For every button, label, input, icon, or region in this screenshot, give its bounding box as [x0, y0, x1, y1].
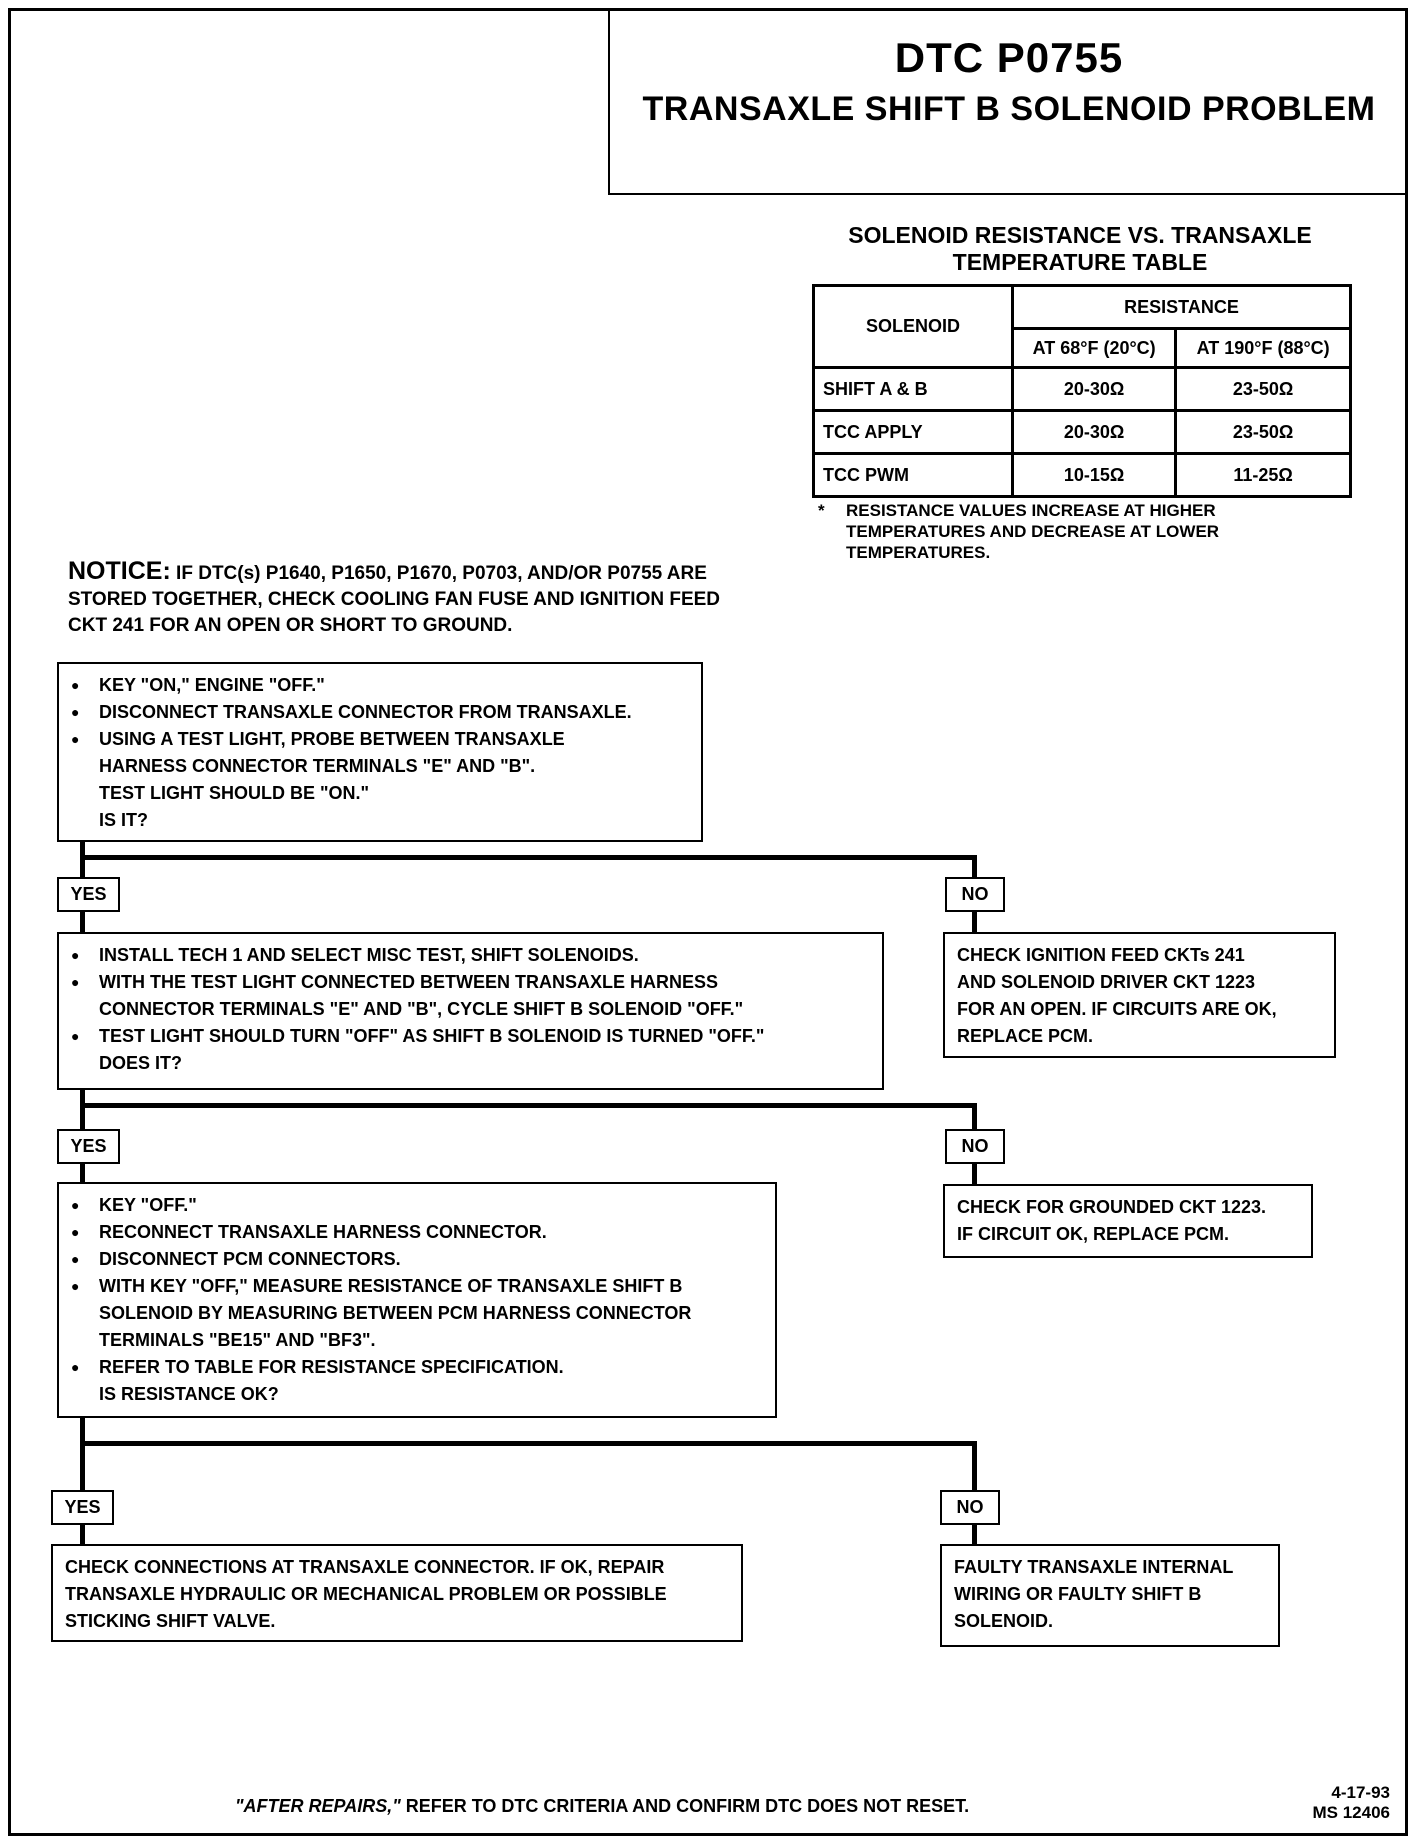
table-row [814, 454, 1351, 497]
step3-bullet [69, 1273, 765, 1354]
no1-line2: AND SOLENOID DRIVER CKT 1223 [957, 972, 1256, 992]
row-r68: 20-30Ω [1013, 368, 1176, 411]
footnote-line2: TEMPERATURES AND DECREASE AT LOWER [846, 522, 1220, 541]
no-label: NO [945, 877, 1005, 912]
step2-bullet: ● INSTALL TECH 1 AND SELECT MISC TEST, SHIFT SOLENOIDS. [69, 942, 872, 969]
connector-line [972, 912, 977, 932]
row-r190: 11-25Ω [1176, 454, 1351, 497]
connector-line [80, 912, 85, 932]
step1-box [57, 662, 703, 842]
footer-rest: REFER TO DTC CRITERIA AND CONFIRM DTC DOES NOT RESET. [400, 1796, 970, 1816]
row-solenoid: TCC PWM [814, 454, 1013, 497]
step1-bullet [69, 726, 691, 834]
table-title-line1: SOLENOID RESISTANCE VS. TRANSAXLE [848, 222, 1312, 248]
notice-label: NOTICE: [68, 557, 171, 585]
footnote-star: * [818, 501, 825, 520]
col-header-68: AT 68°F (20°C) [1013, 329, 1176, 368]
no2-line2: IF CIRCUIT OK, REPLACE PCM. [957, 1224, 1230, 1244]
step1-b3-line1: USING A TEST LIGHT, PROBE BETWEEN TRANSAXLE [99, 729, 565, 749]
step2-bullet [69, 1023, 872, 1077]
connector-line [80, 1090, 85, 1131]
footnote-line3: TEMPERATURES. [846, 543, 991, 562]
row-solenoid: SHIFT A & B [814, 368, 1013, 411]
connector-line [80, 1103, 977, 1108]
col-header-solenoid: SOLENOID [814, 286, 1013, 368]
step1-bullet: ● KEY "ON," ENGINE "OFF." [69, 672, 691, 699]
step3-bullet: ● KEY "OFF." [69, 1192, 765, 1219]
yes-label: YES [51, 1490, 114, 1525]
yes-final-line2: TRANSAXLE HYDRAULIC OR MECHANICAL PROBLEM OR POSSIBLE [65, 1584, 667, 1604]
footer-italic: "AFTER REPAIRS," [235, 1796, 401, 1816]
no1-line1: CHECK IGNITION FEED CKTs 241 [957, 945, 1245, 965]
title-box [608, 8, 1408, 195]
no-label: NO [940, 1490, 1000, 1525]
connector-line [972, 1525, 977, 1545]
no-final-line2: WIRING OR FAULTY SHIFT B [954, 1584, 1202, 1604]
step2-b2-line2: CONNECTOR TERMINALS "E" AND "B", CYCLE SHIFT B SOLENOID "OFF." [99, 999, 744, 1019]
notice [68, 558, 788, 639]
step2-bullet [69, 969, 872, 1023]
step1-b3-line2: HARNESS CONNECTOR TERMINALS "E" AND "B". [99, 756, 536, 776]
connector-line [80, 842, 85, 879]
step3-bullet: ● DISCONNECT PCM CONNECTORS. [69, 1246, 765, 1273]
table-title-line2: TEMPERATURE TABLE [952, 249, 1208, 275]
step3-bullet: ● RECONNECT TRANSAXLE HARNESS CONNECTOR. [69, 1219, 765, 1246]
step2-b3-line2: DOES IT? [99, 1053, 183, 1073]
doc-date: 4-17-93 [1331, 1783, 1390, 1802]
step3-b4-line3: TERMINALS "BE15" AND "BF3". [99, 1330, 376, 1350]
connector-line [972, 855, 977, 879]
yes-final-line3: STICKING SHIFT VALVE. [65, 1611, 276, 1631]
table-footnote [818, 500, 1318, 563]
connector-line [80, 1164, 85, 1184]
no-final-line1: FAULTY TRANSAXLE INTERNAL [954, 1557, 1234, 1577]
connector-line [80, 1525, 85, 1545]
step1-b3-line4: IS IT? [99, 810, 148, 830]
row-r190: 23-50Ω [1176, 411, 1351, 454]
step3-box [57, 1182, 777, 1418]
connector-line [972, 1164, 977, 1184]
step1-b3-line3: TEST LIGHT SHOULD BE "ON." [99, 783, 370, 803]
no1-line4: REPLACE PCM. [957, 1026, 1094, 1046]
yes-final-line1: CHECK CONNECTIONS AT TRANSAXLE CONNECTOR. IF OK, REPAIR [65, 1557, 665, 1577]
doc-stamp [1290, 1783, 1390, 1823]
table-row [814, 411, 1351, 454]
resistance-table [812, 284, 1352, 498]
doc-ms-number: MS 12406 [1312, 1803, 1390, 1822]
connector-line [80, 1418, 85, 1492]
notice-line1: IF DTC(s) P1640, P1650, P1670, P0703, AND/OR P0755 ARE [170, 563, 707, 584]
connector-line [972, 1103, 977, 1131]
col-header-190: AT 190°F (88°C) [1176, 329, 1351, 368]
no-final-line3: SOLENOID. [954, 1611, 1054, 1631]
step3-b5-line2: IS RESISTANCE OK? [99, 1384, 279, 1404]
row-r190: 23-50Ω [1176, 368, 1351, 411]
footer-note [235, 1796, 969, 1817]
no2-box [943, 1184, 1313, 1258]
step3-b5-line1: REFER TO TABLE FOR RESISTANCE SPECIFICATION. [99, 1357, 564, 1377]
step2-box [57, 932, 884, 1090]
no1-line3: FOR AN OPEN. IF CIRCUITS ARE OK, [957, 999, 1277, 1019]
row-solenoid: TCC APPLY [814, 411, 1013, 454]
step3-bullet [69, 1354, 765, 1408]
row-r68: 10-15Ω [1013, 454, 1176, 497]
connector-line [80, 855, 977, 860]
no1-box [943, 932, 1336, 1058]
notice-line2: STORED TOGETHER, CHECK COOLING FAN FUSE AND IGNITION FEED [68, 589, 721, 610]
connector-line [972, 1441, 977, 1492]
table-row [814, 368, 1351, 411]
page-subtitle: TRANSAXLE SHIFT B SOLENOID PROBLEM [642, 90, 1376, 128]
footnote-line1: RESISTANCE VALUES INCREASE AT HIGHER [846, 501, 1216, 520]
yes-label: YES [57, 877, 120, 912]
row-r68: 20-30Ω [1013, 411, 1176, 454]
page-title: DTC P0755 [894, 34, 1124, 81]
table-title [820, 222, 1340, 276]
step3-b4-line1: WITH KEY "OFF," MEASURE RESISTANCE OF TRANSAXLE SHIFT B [99, 1276, 683, 1296]
no-final-box [940, 1544, 1280, 1647]
connector-line [80, 1441, 977, 1446]
step3-b4-line2: SOLENOID BY MEASURING BETWEEN PCM HARNESS CONNECTOR [99, 1303, 692, 1323]
no2-line1: CHECK FOR GROUNDED CKT 1223. [957, 1197, 1267, 1217]
col-header-resistance: RESISTANCE [1013, 286, 1351, 329]
no-label: NO [945, 1129, 1005, 1164]
step2-b3-line1: TEST LIGHT SHOULD TURN "OFF" AS SHIFT B SOLENOID IS TURNED "OFF." [99, 1026, 765, 1046]
step1-bullet: ● DISCONNECT TRANSAXLE CONNECTOR FROM TRANSAXLE. [69, 699, 691, 726]
yes-label: YES [57, 1129, 120, 1164]
step2-b2-line1: WITH THE TEST LIGHT CONNECTED BETWEEN TRANSAXLE HARNESS [99, 972, 719, 992]
yes-final-box [51, 1544, 743, 1642]
notice-line3: CKT 241 FOR AN OPEN OR SHORT TO GROUND. [68, 615, 513, 636]
